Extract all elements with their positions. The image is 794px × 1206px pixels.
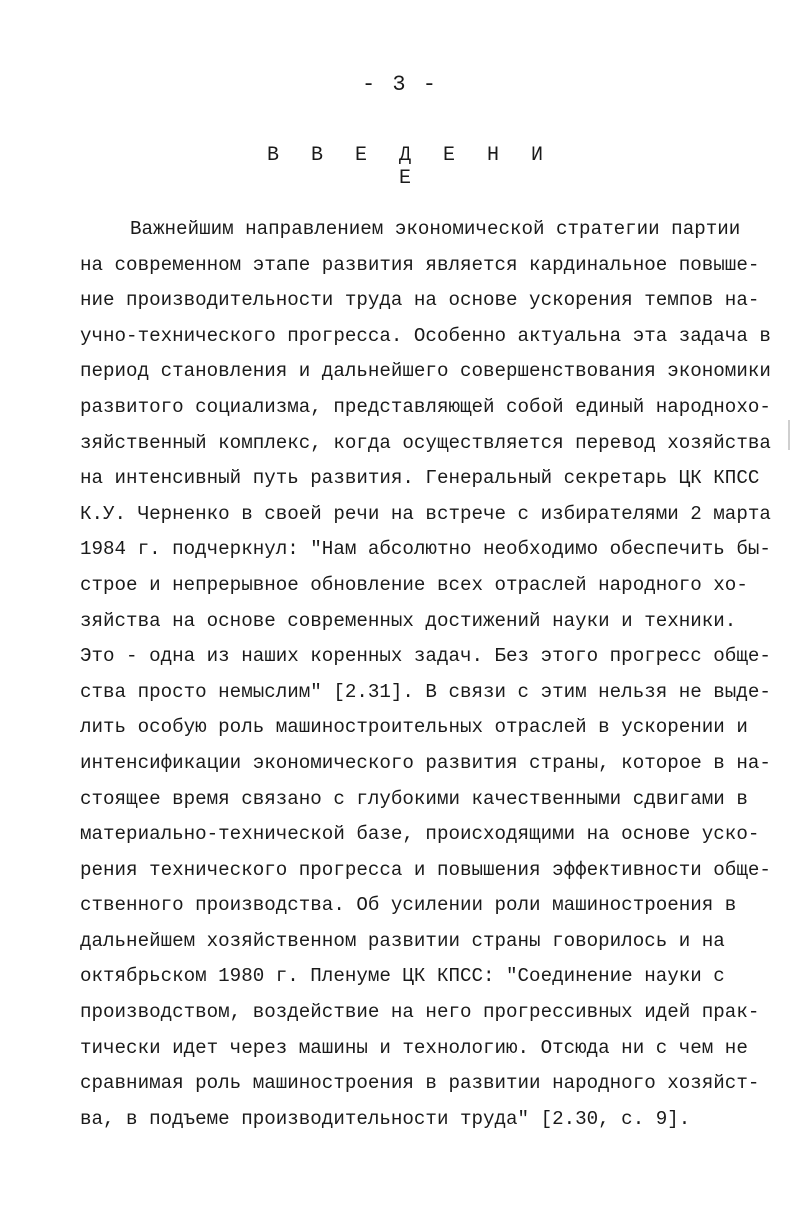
text-line: ственного производства. Об усилении роли машиностроения в	[80, 894, 737, 917]
text-line: ства просто немыслим" [2.31]. В связи с этим нельзя не выде-	[80, 680, 771, 703]
section-heading: В В Е Д Е Н И Е	[266, 144, 554, 190]
text-line: К.У. Черненко в своей речи на встрече с избирателями 2 марта	[80, 502, 771, 525]
text-line: развитого социализма, представляющей собой единый народнохо-	[80, 395, 771, 418]
text-line: строе и непрерывное обновление всех отраслей народного хо-	[80, 573, 748, 596]
text-line: на интенсивный путь развития. Генеральный секретарь ЦК КПСС	[80, 467, 760, 490]
text-line: интенсификации экономического развития страны, которое в на-	[80, 751, 771, 774]
text-line: Важнейшим направлением экономической стратегии партии	[130, 218, 741, 240]
text-line: тически идет через машины и технологию. Отсюда ни с чем не	[80, 1036, 748, 1059]
text-line: на современном этапе развития является кардинальное повыше-	[80, 253, 760, 276]
text-line: 1984 г. подчеркнул: "Нам абсолютно необходимо обеспечить бы-	[80, 538, 771, 561]
text-line: сравнимая роль машиностроения в развитии народного хозяйст-	[80, 1072, 760, 1095]
text-line: Это - одна из наших коренных задач. Без этого прогресс обще-	[80, 645, 771, 668]
text-line: ние производительности труда на основе ускорения темпов на-	[80, 289, 760, 312]
text-line: октябрьском 1980 г. Пленуме ЦК КПСС: "Соединение науки с	[80, 965, 725, 988]
body-paragraph	[80, 212, 771, 1137]
text-line: учно-технического прогресса. Особенно актуальна эта задача в	[80, 324, 771, 347]
text-line: производством, воздействие на него прогрессивных идей прак-	[80, 1001, 760, 1024]
text-line: зяйственный комплекс, когда осуществляется перевод хозяйства	[80, 431, 771, 454]
text-line: материально-технической базе, происходящими на основе уско-	[80, 823, 760, 846]
text-line: рения технического прогресса и повышения эффективности обще-	[80, 858, 771, 881]
text-line: период становления и дальнейшего совершенствования экономики	[80, 360, 771, 383]
text-line: лить особую роль машиностроительных отраслей в ускорении и	[80, 716, 748, 739]
text-line: стоящее время связано с глубокими качественными сдвигами в	[80, 787, 748, 810]
text-line: ва, в подъеме производительности труда" [2.30, с. 9].	[80, 1107, 691, 1130]
page-number: - 3 -	[361, 72, 438, 97]
text-line: зяйства на основе современных достижений науки и техники.	[80, 609, 737, 632]
text-line: дальнейшем хозяйственном развитии страны говорилось и на	[80, 929, 725, 952]
scan-edge-mark	[788, 420, 790, 450]
